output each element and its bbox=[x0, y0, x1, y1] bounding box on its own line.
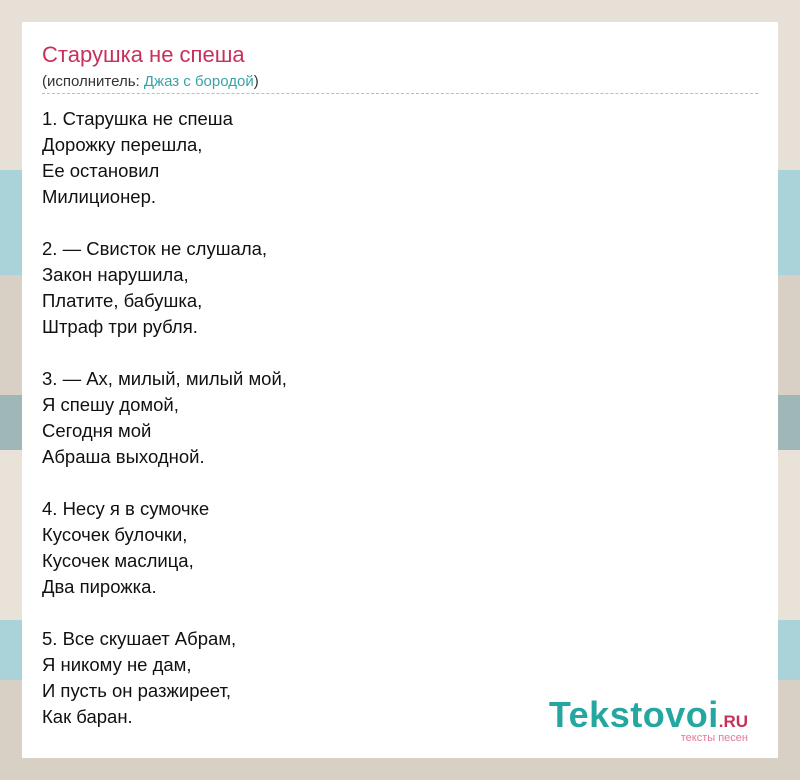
lyric-line: Кусочек булочки, bbox=[42, 524, 188, 545]
lyric-line: И пусть он разжиреет, bbox=[42, 680, 232, 701]
logo-tld: .RU bbox=[718, 712, 748, 731]
stanza bbox=[42, 496, 742, 600]
lyrics-card bbox=[22, 22, 778, 758]
lyric-line: Сегодня мой bbox=[42, 420, 152, 441]
stanza bbox=[42, 106, 742, 210]
logo-name: Tekstovoi bbox=[548, 694, 719, 735]
lyric-line: Закон нарушила, bbox=[42, 264, 189, 285]
lyric-line: Ее остановил bbox=[42, 160, 160, 181]
lyric-line: 1. Старушка не спеша bbox=[42, 108, 233, 129]
logo-tagline: тексты песен bbox=[680, 732, 748, 744]
lyric-line: Кусочек маслица, bbox=[42, 550, 194, 571]
lyric-line: 4. Несу я в сумочке bbox=[42, 498, 210, 519]
lyric-line: Как баран. bbox=[42, 706, 133, 727]
stanza bbox=[42, 236, 742, 340]
dashed-divider bbox=[42, 93, 758, 94]
lyric-line: Я спешу домой, bbox=[42, 394, 179, 415]
lyric-line: 5. Все скушает Абрам, bbox=[42, 628, 237, 649]
site-logo[interactable] bbox=[548, 694, 748, 744]
lyrics-text bbox=[42, 106, 742, 756]
lyric-line: Я никому не дам, bbox=[42, 654, 192, 675]
lyric-line: Милиционер. bbox=[42, 186, 157, 207]
lyric-line: Два пирожка. bbox=[42, 576, 157, 597]
performer-close: ) bbox=[253, 73, 259, 90]
performer-link[interactable]: Джаз с бородой bbox=[143, 73, 254, 90]
stanza bbox=[42, 366, 742, 470]
lyric-line: Дорожку перешла, bbox=[42, 134, 203, 155]
lyric-line: 2. — Свисток не слушала, bbox=[42, 238, 268, 259]
lyric-line: 3. — Ах, милый, милый мой, bbox=[42, 368, 287, 389]
lyric-line: Штраф три рубля. bbox=[42, 316, 198, 337]
lyric-line: Абраша выходной. bbox=[42, 446, 205, 467]
lyric-line: Платите, бабушка, bbox=[42, 290, 203, 311]
performer-label: (исполнитель: bbox=[42, 73, 144, 90]
song-title: Старушка не спеша bbox=[42, 42, 245, 67]
performer-line bbox=[42, 73, 259, 90]
